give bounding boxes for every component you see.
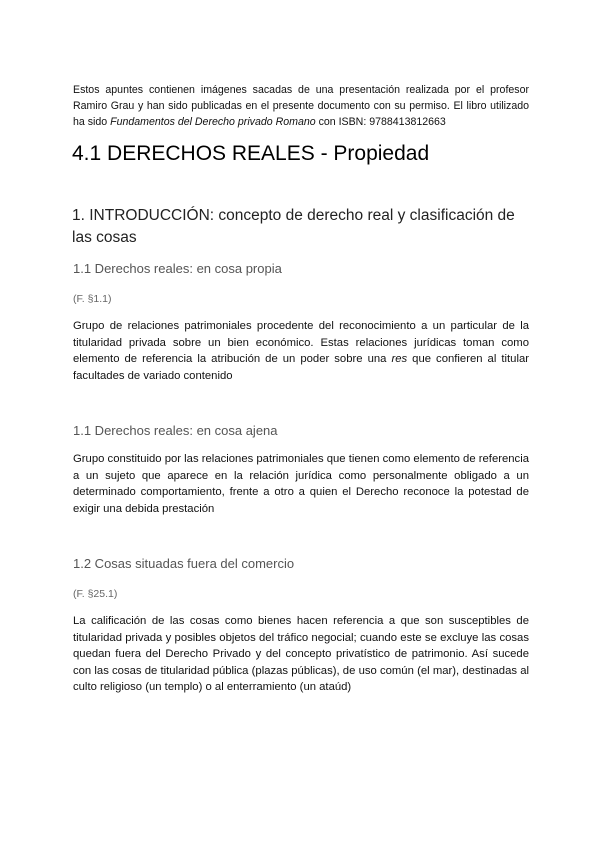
reference-fuera-comercio: (F. §25.1)	[73, 588, 118, 600]
paragraph-cosa-propia-before: Grupo de relaciones patrimoniales procedente del reconocimiento a un particular de la titularidad privada sobre un bien económico. Estas relaciones jurídicas toman como elemento de referencia la atribución de un poder sobre una	[73, 320, 529, 365]
paragraph-cosa-propia-italic: res	[391, 353, 408, 365]
book-title: Fundamentos del Derecho privado Romano	[110, 116, 316, 128]
paragraph-cosa-propia-after: que confieren al titular facultades de variado contenido	[73, 353, 529, 382]
intro-text-after: con ISBN: 9788413812663	[315, 116, 446, 128]
intro-text-before: Estos apuntes contienen imágenes sacadas de una presentación realizada por el profesor Ramiro Grau y han sido publicadas en el presente documento con su permiso. El libro utilizado ha sido	[73, 84, 529, 128]
reference-cosa-propia: (F. §1.1)	[73, 293, 112, 305]
subsection-heading-cosa-propia: 1.1 Derechos reales: en cosa propia	[73, 261, 282, 276]
subsection-heading-fuera-comercio: 1.2 Cosas situadas fuera del comercio	[73, 556, 295, 571]
paragraph-cosa-ajena: Grupo constituido por las relaciones patrimoniales que tienen como elemento de referencia a un sujeto que aparece en la relación jurídica como personalmente obligado a un determinado comportamiento, frente a otro a quien el Derecho reconoce la potestad de exigir una debida prestación	[73, 453, 529, 515]
section-heading-introduccion: 1. INTRODUCCIÓN: concepto de derecho real y clasificación de las cosas	[72, 207, 515, 246]
paragraph-cosa-propia	[73, 318, 529, 384]
page-title: 4.1 DERECHOS REALES - Propiedad	[72, 142, 430, 165]
paragraph-fuera-comercio: La calificación de las cosas como bienes hacen referencia a que son susceptibles de titularidad privada y posibles objetos del tráfico negocial; cuando este se excluye las cosas quedan fuera del Derecho Privado y del concepto privatístico de patrimonio. Así sucede con las cosas de titularidad pública (plazas públicas), de uso común (el mar), destinadas al culto religioso (un templo) o al enterramiento (un ataúd)	[73, 615, 529, 693]
intro-note	[73, 82, 529, 130]
subsection-heading-cosa-ajena: 1.1 Derechos reales: en cosa ajena	[73, 423, 278, 438]
